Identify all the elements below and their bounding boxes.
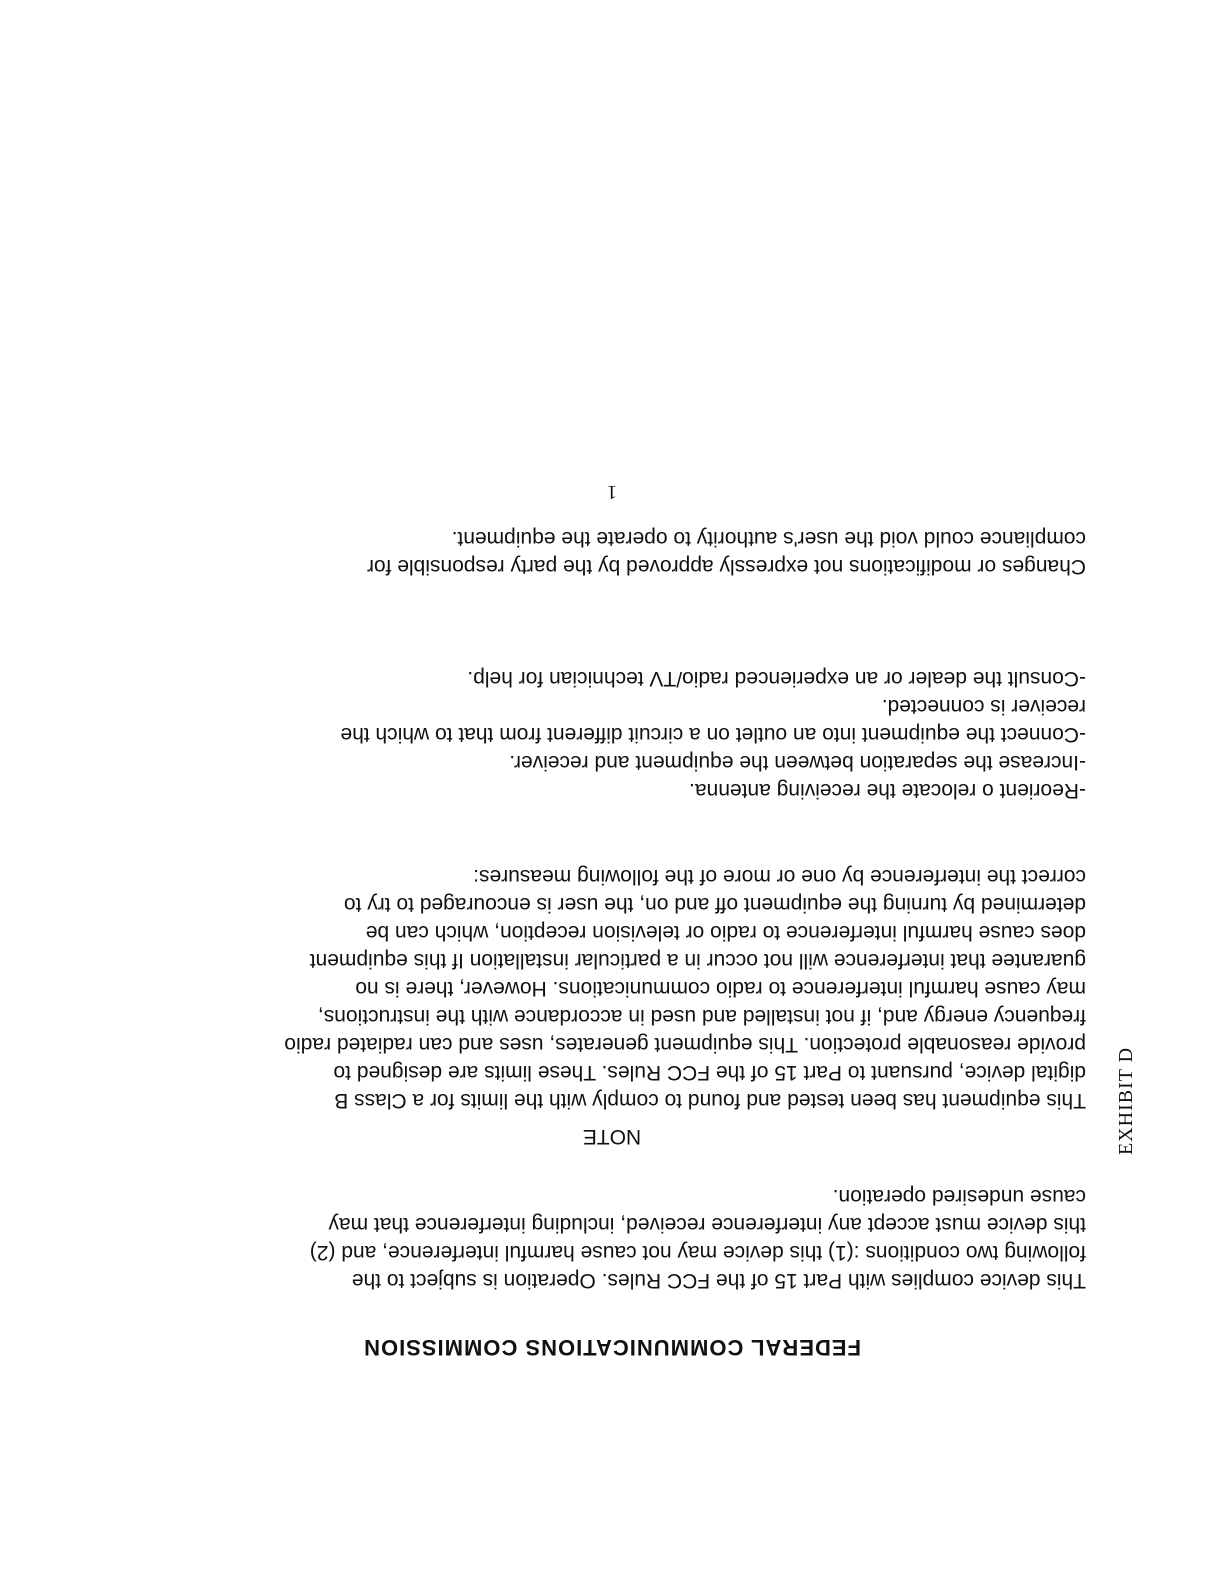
measures-list: [126, 664, 1086, 804]
list-item: -Consult the dealer or an experienced radio/TV technician for help.: [467, 667, 1086, 690]
page-number: 1: [607, 481, 617, 503]
list-item: -Reorient o relocate the receiving antenna.: [689, 779, 1086, 802]
note-text: This equipment has been tested and found to comply with the limits for a Class B digital device, pursuant to Part 15 of the FCC Rules. These limits are designed to provide reasonable protection. This equipment generates, uses and can radiated radio frequency energy and, if not installed and used in accordance with the instructions, may cause harmful interference to radio communications. However, there is no guarantee that interference will not occur in a particular installation If this equipment does cause harmful interference to radio or television reception, which can be determined by turning the equipment off and on, the user is encouraged to try to correct the interference by one or more of the following measures:: [284, 865, 1086, 1112]
compliance-statement: This device complies with Part 15 of the FCC Rules. Operation is subject to the following two conditions :(1) this device may not cause harmful interference, and (2) this device must accept any interference received, including interference that may cause undesired operation.: [309, 1185, 1086, 1292]
exhibit-label: EXHIBIT D: [1115, 1046, 1137, 1156]
list-item: -Increase the separation between the equipment and receiver.: [509, 751, 1086, 774]
page-title: FEDERAL COMMUNICATIONS COMMISSION: [363, 1335, 861, 1360]
modification-warning: Changes or modifications not expressly approved by the party responsible for compliance could void the user's authority to operate the equipment.: [366, 527, 1086, 578]
note-heading: NOTE: [582, 1125, 642, 1148]
list-item: -Connect the equipment into an outlet on a circuit different from that to which the receiver is connected.: [340, 695, 1086, 746]
